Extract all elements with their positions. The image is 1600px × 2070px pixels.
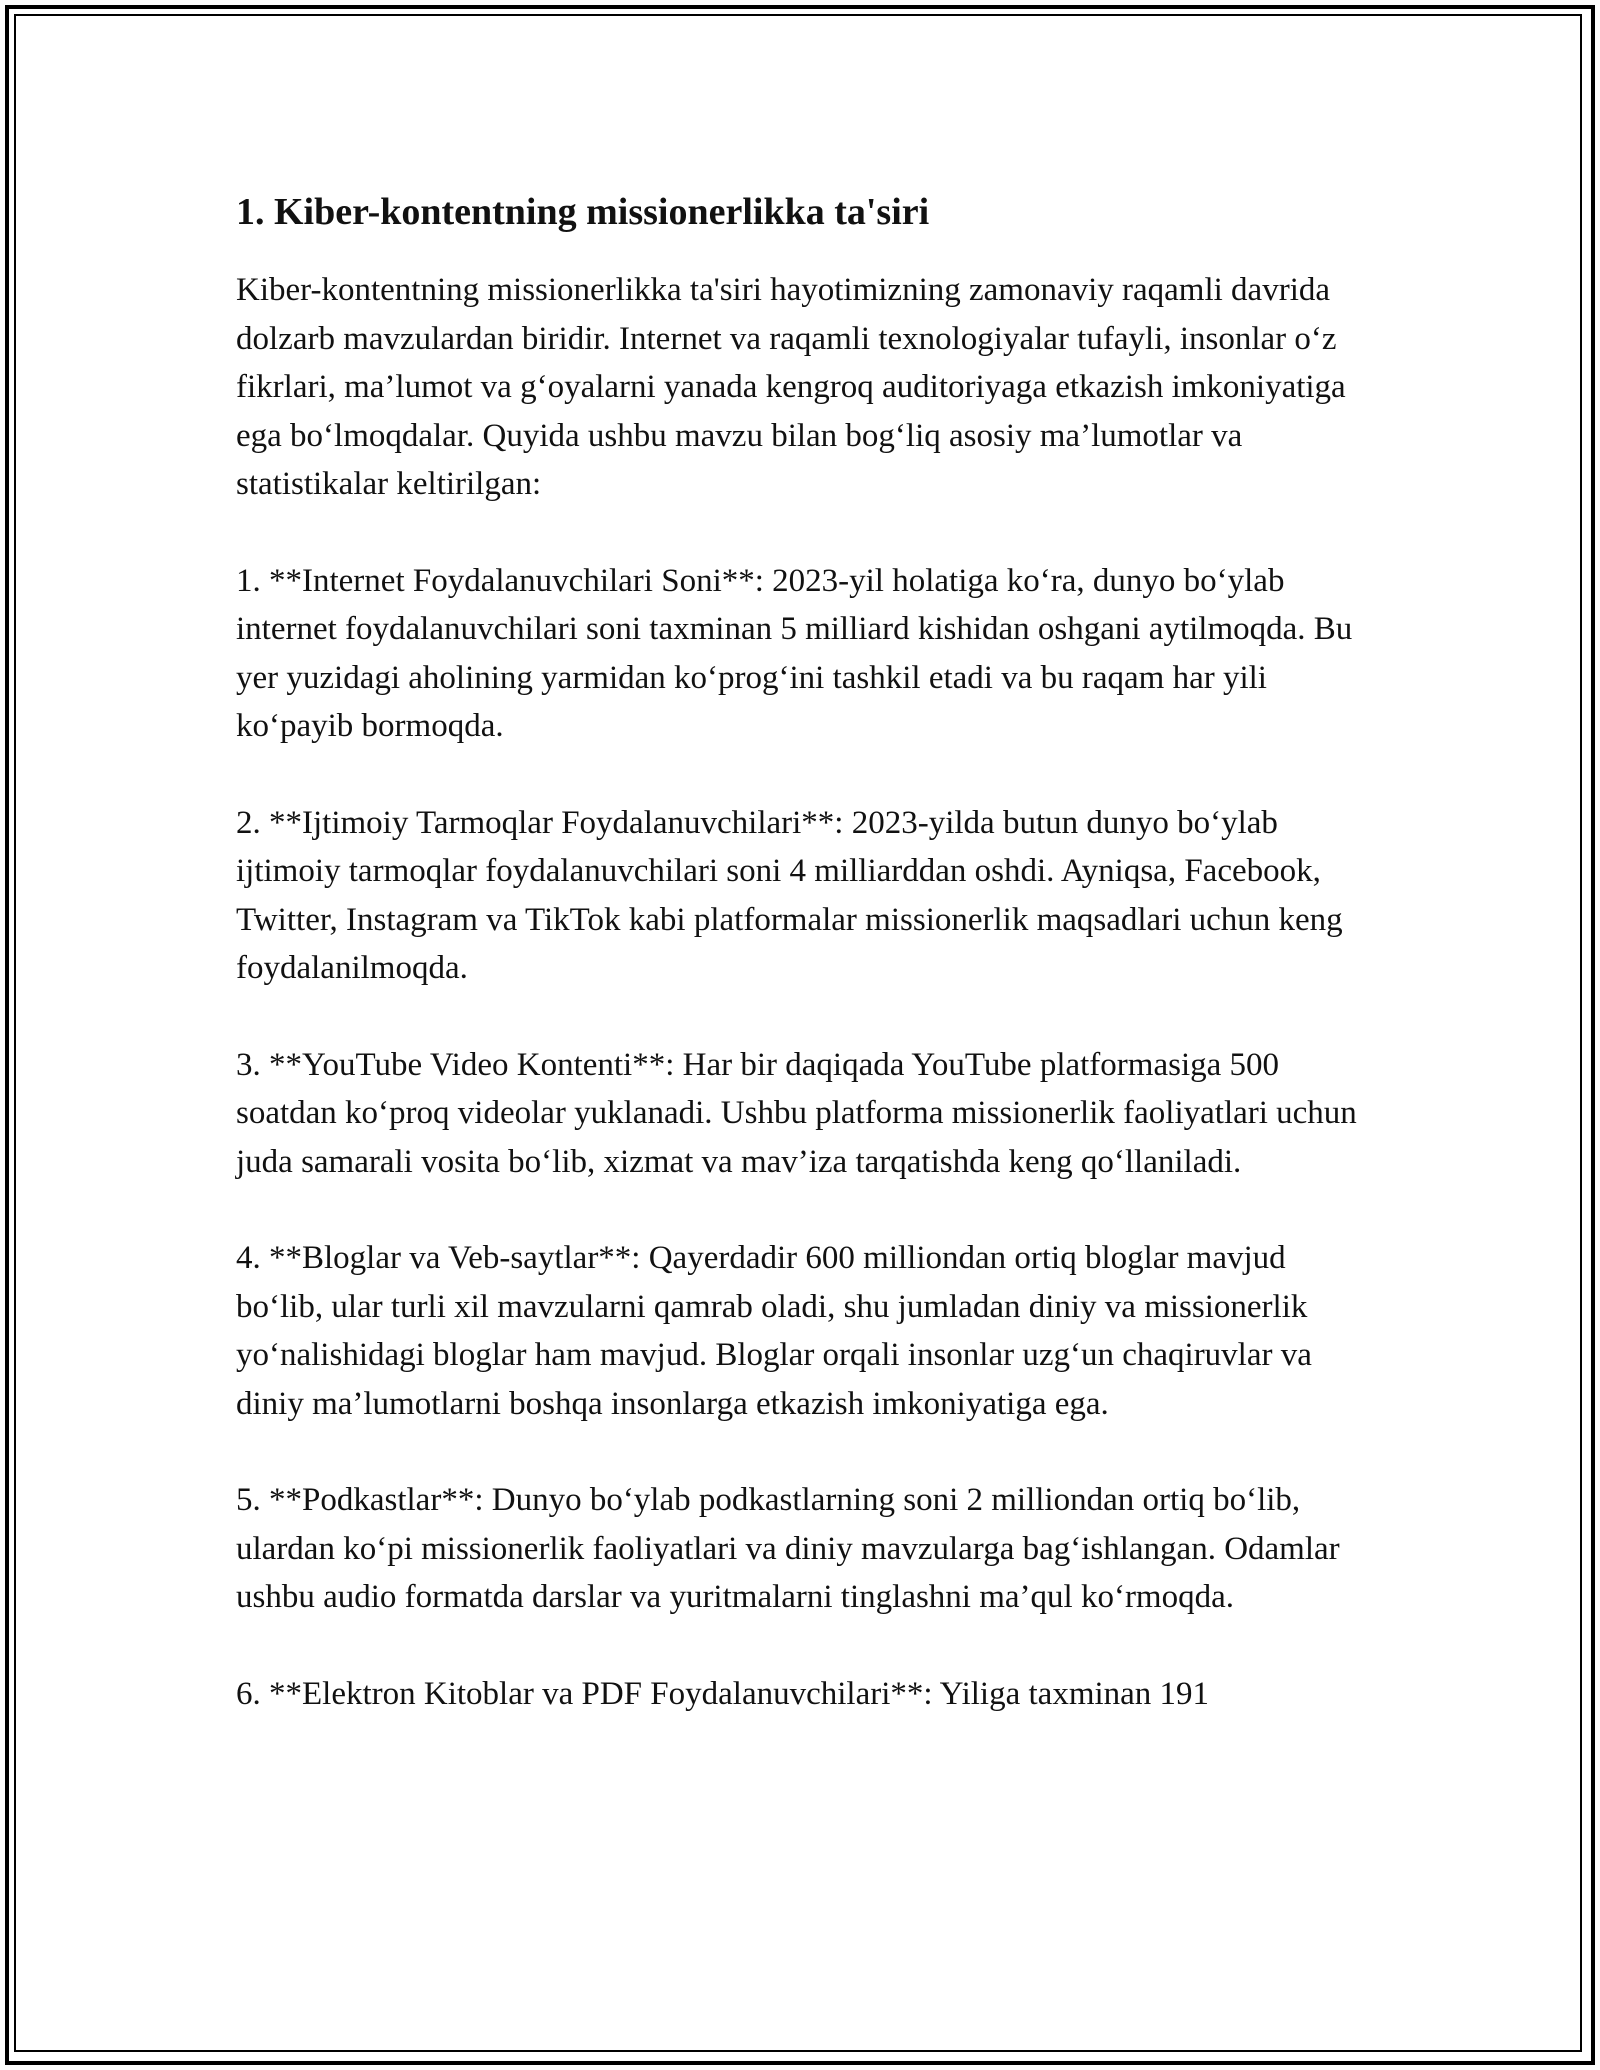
list-item-podcasts: 5. **Podkastlar**: Dunyo bo‘ylab podkastlarning soni 2 milliondan ortiq bo‘lib, ulardan ko‘pi missionerlik faoliyatlari va diniy mavzularga bag‘ishlangan. Odamlar ushbu audio formatda darslar va yuritmalarni tinglashni ma’qul ko‘rmoqda. xyxy=(236,1482,1340,1615)
section-heading: 1. Kiber-kontentning missionerlikka ta'siri xyxy=(236,191,930,233)
intro-paragraph: Kiber-kontentning missionerlikka ta'siri hayotimizning zamonaviy raqamli davrida dolzarb mavzulardan biridir. Internet va raqamli texnologiyalar tufayli, insonlar o‘z fikrlari, ma’lumot va g‘oyalarni yanada kengroq auditoriyaga etkazish imkoniyatiga ega bo‘lmoqdalar. Quyida ushbu mavzu bilan bog‘liq asosiy ma’lumotlar va statistikalar keltirilgan: xyxy=(236,272,1346,502)
document-body xyxy=(236,186,1376,1766)
list-item-internet-users: 1. **Internet Foydalanuvchilari Soni**: 2023-yil holatiga ko‘ra, dunyo bo‘ylab internet foydalanuvchilari soni taxminan 5 milliard kishidan oshgani aytilmoqda. Bu yer yuzidagi aholining yarmidan ko‘prog‘ini tashkil etadi va bu raqam har yili ko‘payib bormoqda. xyxy=(236,562,1353,744)
list-item-ebooks: 6. **Elektron Kitoblar va PDF Foydalanuvchilari**: Yiliga taxminan 191 xyxy=(236,1675,1210,1712)
list-item-blogs: 4. **Bloglar va Veb-saytlar**: Qayerdadir 600 milliondan ortiq bloglar mavjud bo‘lib, ular turli xil mavzularni qamrab oladi, shu jumladan diniy va missionerlik yo‘nalishidagi bloglar ham mavjud. Bloglar orqali insonlar uzg‘un chaqiruvlar va diniy ma’lumotlarni boshqa insonlarga etkazish imkoniyatiga ega. xyxy=(236,1240,1312,1422)
list-item-social-networks: 2. **Ijtimoiy Tarmoqlar Foydalanuvchilari**: 2023-yilda butun dunyo bo‘ylab ijtimoiy tarmoqlar foydalanuvchilari soni 4 milliarddan oshdi. Ayniqsa, Facebook, Twitter, Instagram va TikTok kabi platformalar missionerlik maqsadlari uchun keng foydalanilmoqda. xyxy=(236,804,1343,986)
list-item-youtube: 3. **YouTube Video Kontenti**: Har bir daqiqada YouTube platformasiga 500 soatdan ko‘proq videolar yuklanadi. Ushbu platforma missionerlik faoliyatlari uchun juda samarali vosita bo‘lib, xizmat va mav’iza tarqatishda keng qo‘llaniladi. xyxy=(236,1046,1357,1180)
